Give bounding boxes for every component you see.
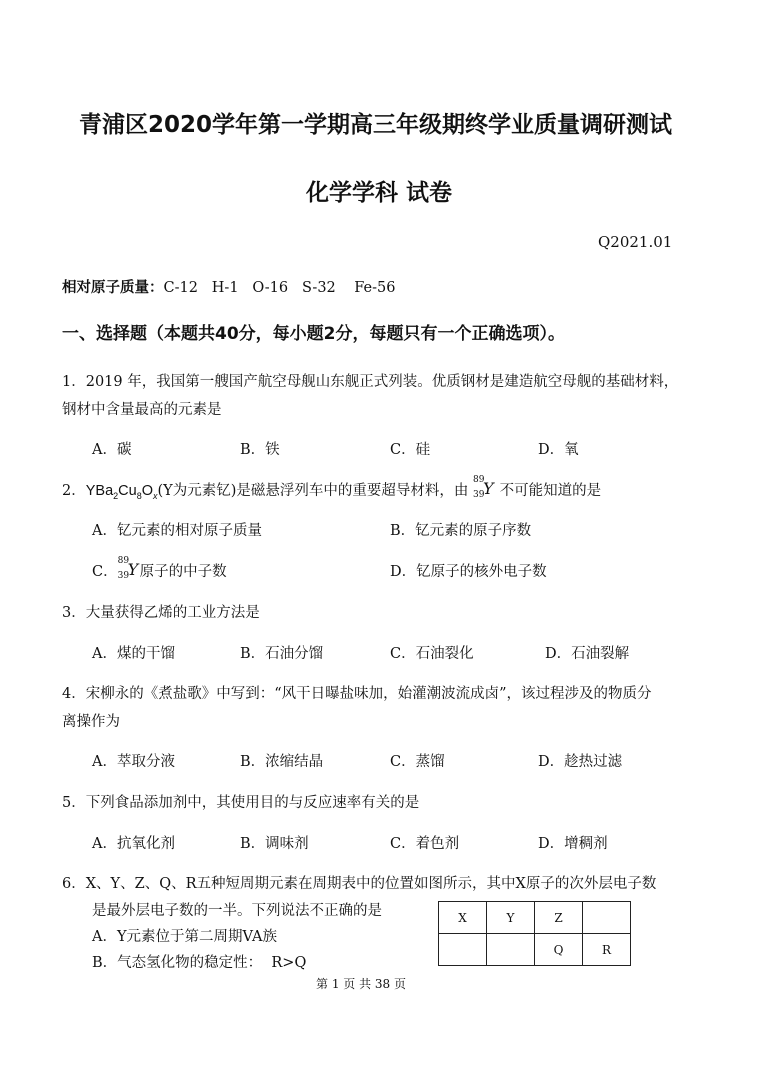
exam-code: Q2021.01 [598, 233, 673, 251]
section-heading: 一、选择题（本题共40分，每小题2分，每题只有一个正确选项）。 [62, 324, 565, 344]
table-cell-empty [487, 934, 535, 966]
q2-option-b: B．钇元素的原子序数 [390, 523, 532, 539]
q2-option-a: A．钇元素的相对原子质量 [92, 523, 262, 539]
q2-option-c: C． 89 39 Y 原子的中子数 [92, 556, 227, 581]
nuclide-y89-option: 89 39 Y [117, 556, 139, 581]
q4-line2: 离操作为 [62, 714, 120, 730]
q2-stem-end: 不可能知道的是 [499, 483, 602, 499]
q5-option-a: A．抗氧化剂 [92, 836, 175, 852]
q6-option-a: A．Y元素位于第二周期VA族 [92, 929, 278, 945]
q4-line1: 4．宋柳永的《煮盐歌》中写到：“风干日曝盐味加，始灌潮波流成卤”，该过程涉及的物质分 [62, 686, 652, 702]
q2-stem-mid: (Y为元素钇)是磁悬浮列车中的重要超导材料，由 [157, 483, 469, 499]
exam-subtitle: 化学学科 试卷 [306, 180, 453, 206]
q5-option-c: C．着色剂 [390, 836, 460, 852]
q3-option-b: B．石油分馏 [240, 646, 324, 662]
q2-number: 2． [62, 483, 86, 499]
q1-line1: 1．2019 年，我国第一艘国产航空母舰山东舰正式列装。优质钢材是建造航空母舰的基础材料， [62, 374, 679, 390]
q4-option-c: C．蒸馏 [390, 754, 445, 770]
q2-formula: $YBa_2Cu_8O_x$ [85, 483, 158, 501]
q1-option-b: B．铁 [240, 442, 280, 458]
q2-stem [62, 475, 602, 501]
periodic-table-fragment [438, 901, 631, 966]
q5-option-d: D．增稠剂 [538, 836, 608, 852]
table-cell-r: R [583, 934, 631, 966]
q1-option-a: A．碳 [92, 442, 132, 458]
q6-line1: 6．X、Y、Z、Q、R五种短周期元素在周期表中的位置如图所示，其中X原子的次外层电子数 [62, 876, 657, 892]
q5-stem: 5．下列食品添加剂中，其使用目的与反应速率有关的是 [62, 795, 420, 811]
q6-option-b: B．气态氢化物的稳定性： R>Q [92, 955, 307, 971]
q4-option-d: D．趁热过滤 [538, 754, 623, 770]
q2-option-d: D．钇原子的核外电子数 [390, 564, 547, 580]
q1-option-c: C．硅 [390, 442, 431, 458]
q4-option-a: A．萃取分液 [92, 754, 175, 770]
q3-option-c: C．石油裂化 [390, 646, 474, 662]
table-cell-y: Y [487, 902, 535, 934]
q5-option-b: B．调味剂 [240, 836, 309, 852]
q3-option-d: D．石油裂解 [545, 646, 630, 662]
nuclide-y89: 89 39 Y [473, 475, 494, 500]
q1-line2: 钢材中含量最高的元素是 [62, 402, 222, 418]
q4-option-b: B．浓缩结晶 [240, 754, 324, 770]
q6-line2: 是最外层电子数的一半。下列说法不正确的是 [92, 903, 382, 919]
table-cell-empty [583, 902, 631, 934]
table-cell-empty [439, 934, 487, 966]
q3-stem: 3．大量获得乙烯的工业方法是 [62, 605, 260, 621]
table-cell-q: Q [535, 934, 583, 966]
atomic-mass-values: C-12 H-1 O-16 S-32 Fe-56 [163, 280, 396, 296]
q1-option-d: D．氧 [538, 442, 579, 458]
table-row [439, 934, 631, 966]
atomic-mass-line [62, 276, 395, 297]
atomic-mass-label: 相对原子质量： [62, 279, 164, 296]
q3-option-a: A．煤的干馏 [92, 646, 175, 662]
page-footer: 第 1 页 共 38 页 [316, 977, 406, 991]
exam-title: 青浦区2020学年第一学期高三年级期终学业质量调研测试 [79, 112, 673, 138]
table-cell-x: X [439, 902, 487, 934]
table-cell-z: Z [535, 902, 583, 934]
table-row [439, 902, 631, 934]
